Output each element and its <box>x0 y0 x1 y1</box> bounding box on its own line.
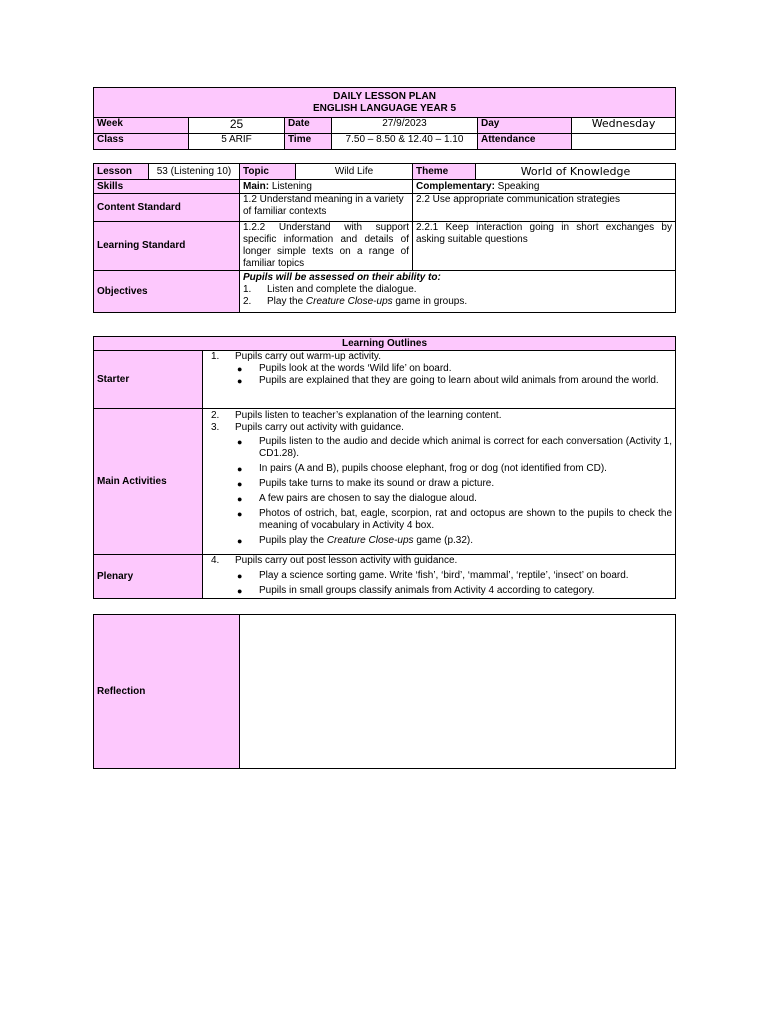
time-label: Time <box>285 134 332 150</box>
game-name: Creature Close-ups <box>326 535 414 546</box>
outlines-title: Learning Outlines <box>94 337 676 351</box>
learning-standard-main: 1.2.2 Understand with support specific information and details of longer simple texts on a range of familiar topics <box>240 222 413 271</box>
week-value: 25 <box>189 118 285 134</box>
game-name: Creature Close-ups <box>305 296 393 307</box>
objectives-cell <box>240 271 676 313</box>
skills-label: Skills <box>94 180 240 194</box>
date-value: 27/9/2023 <box>332 118 478 134</box>
bullet-icon: ● <box>237 364 243 374</box>
plan-subtitle: ENGLISH LANGUAGE YEAR 5 <box>312 102 457 114</box>
bullet-text: Pupils are explained that they are going to learn about wild animals from around the world. <box>259 375 659 386</box>
bullet-item <box>211 535 672 547</box>
bullet-text: Photos of ostrich, bat, eagle, scorpion, rat and octopus are shown to the pupils to check the meaning of vocabulary in Activity 4 box. <box>259 508 673 531</box>
bullet-icon: ● <box>237 586 243 596</box>
date-label: Date <box>285 118 332 134</box>
bullet-item <box>211 493 672 505</box>
comp-skill-label: Complementary: <box>416 180 495 192</box>
objective-text-pre: Play the <box>267 296 306 307</box>
content-standard-label: Content Standard <box>94 194 240 222</box>
plan-title-cell <box>94 88 676 118</box>
bullet-text: Pupils in small groups classify animals from Activity 4 according to category. <box>259 585 595 596</box>
bullet-text-post: game (p.32). <box>413 535 474 546</box>
time-value: 7.50 – 8.50 & 12.40 – 1.10 <box>332 134 478 150</box>
item-number: 4. <box>211 555 220 566</box>
list-item <box>211 422 672 434</box>
attendance-value <box>572 134 676 150</box>
bullet-item <box>211 478 672 490</box>
list-item <box>211 410 672 422</box>
topic-value: Wild Life <box>296 164 413 180</box>
bullet-icon: ● <box>237 479 243 489</box>
main-activities-cell <box>203 409 676 555</box>
bullet-text: Pupils look at the words ‘Wild life’ on board. <box>259 363 452 374</box>
reflection-table <box>93 614 676 769</box>
header-table <box>93 87 676 150</box>
item-number: 1. <box>211 351 220 362</box>
skills-main <box>240 180 413 194</box>
bullet-item <box>211 375 672 387</box>
skills-complementary <box>413 180 676 194</box>
item-number: 3. <box>211 422 220 433</box>
bullet-item <box>211 585 672 597</box>
lesson-value: 53 (Listening 10) <box>149 164 240 180</box>
learning-standard-label: Learning Standard <box>94 222 240 271</box>
day-value: Wednesday <box>572 118 676 134</box>
objective-text-post: game in groups. <box>392 296 468 307</box>
main-activities-label: Main Activities <box>94 409 203 555</box>
objective-text <box>267 296 467 308</box>
plenary-label: Plenary <box>94 555 203 599</box>
bullet-icon: ● <box>237 536 243 546</box>
item-text: Pupils listen to teacher’s explanation of the learning content. <box>235 410 502 421</box>
theme-label: Theme <box>413 164 476 180</box>
starter-label: Starter <box>94 351 203 409</box>
outlines-table <box>93 336 676 599</box>
bullet-item <box>211 463 672 475</box>
starter-cell <box>203 351 676 409</box>
bullet-text-pre: Pupils play the <box>259 535 327 546</box>
week-label: Week <box>94 118 189 134</box>
lesson-table <box>93 163 676 313</box>
plan-title: DAILY LESSON PLAN <box>333 90 436 102</box>
main-skill-value: Listening <box>269 180 312 192</box>
comp-skill-value: Speaking <box>494 180 540 192</box>
bullet-icon: ● <box>237 571 243 581</box>
objective-number: 1. <box>243 284 252 295</box>
topic-label: Topic <box>240 164 296 180</box>
bullet-text: Pupils take turns to make its sound or draw a picture. <box>259 478 495 489</box>
reflection-label: Reflection <box>94 615 240 769</box>
bullet-text: In pairs (A and B), pupils choose elephant, frog or dog (not identified from CD). <box>259 463 607 474</box>
objective-item <box>243 284 672 296</box>
class-value: 5 ARIF <box>189 134 285 150</box>
reflection-text[interactable] <box>240 615 676 769</box>
theme-value: World of Knowledge <box>476 164 676 180</box>
bullet-item <box>211 570 672 582</box>
bullet-icon: ● <box>237 437 243 447</box>
lesson-label: Lesson <box>94 164 149 180</box>
item-text: Pupils carry out post lesson activity with guidance. <box>235 555 458 566</box>
attendance-label: Attendance <box>478 134 572 150</box>
item-text: Pupils carry out warm-up activity. <box>235 351 381 362</box>
bullet-text: Play a science sorting game. Write ‘fish’, ‘bird’, ‘mammal’, ‘reptile’, ‘insect’ on board. <box>259 570 629 581</box>
objective-item <box>243 296 672 308</box>
bullet-text: Pupils listen to the audio and decide which animal is correct for each conversation (Activity 1, CD1.28). <box>259 436 673 459</box>
bullet-icon: ● <box>237 509 243 519</box>
class-label: Class <box>94 134 189 150</box>
content-standard-comp: 2.2 Use appropriate communication strategies <box>413 194 676 222</box>
bullet-icon: ● <box>237 464 243 474</box>
bullet-text: A few pairs are chosen to say the dialogue aloud. <box>259 493 477 504</box>
objective-number: 2. <box>243 296 252 307</box>
objective-text: Listen and complete the dialogue. <box>267 284 417 295</box>
bullet-icon: ● <box>237 376 243 386</box>
bullet-text <box>259 535 672 547</box>
bullet-icon: ● <box>237 494 243 504</box>
item-text: Pupils carry out activity with guidance. <box>235 422 404 433</box>
learning-standard-comp: 2.2.1 Keep interaction going in short exchanges by asking suitable questions <box>413 222 676 271</box>
list-item <box>211 555 672 567</box>
main-skill-label: Main: <box>243 180 270 192</box>
objectives-label: Objectives <box>94 271 240 313</box>
bullet-item <box>211 508 672 532</box>
list-item <box>211 351 672 363</box>
plenary-cell <box>203 555 676 599</box>
bullet-item <box>211 363 672 375</box>
day-label: Day <box>478 118 572 134</box>
objectives-intro: Pupils will be assessed on their ability to: <box>243 272 441 283</box>
content-standard-main: 1.2 Understand meaning in a variety of familiar contexts <box>240 194 413 222</box>
item-number: 2. <box>211 410 220 421</box>
bullet-item <box>211 436 672 460</box>
